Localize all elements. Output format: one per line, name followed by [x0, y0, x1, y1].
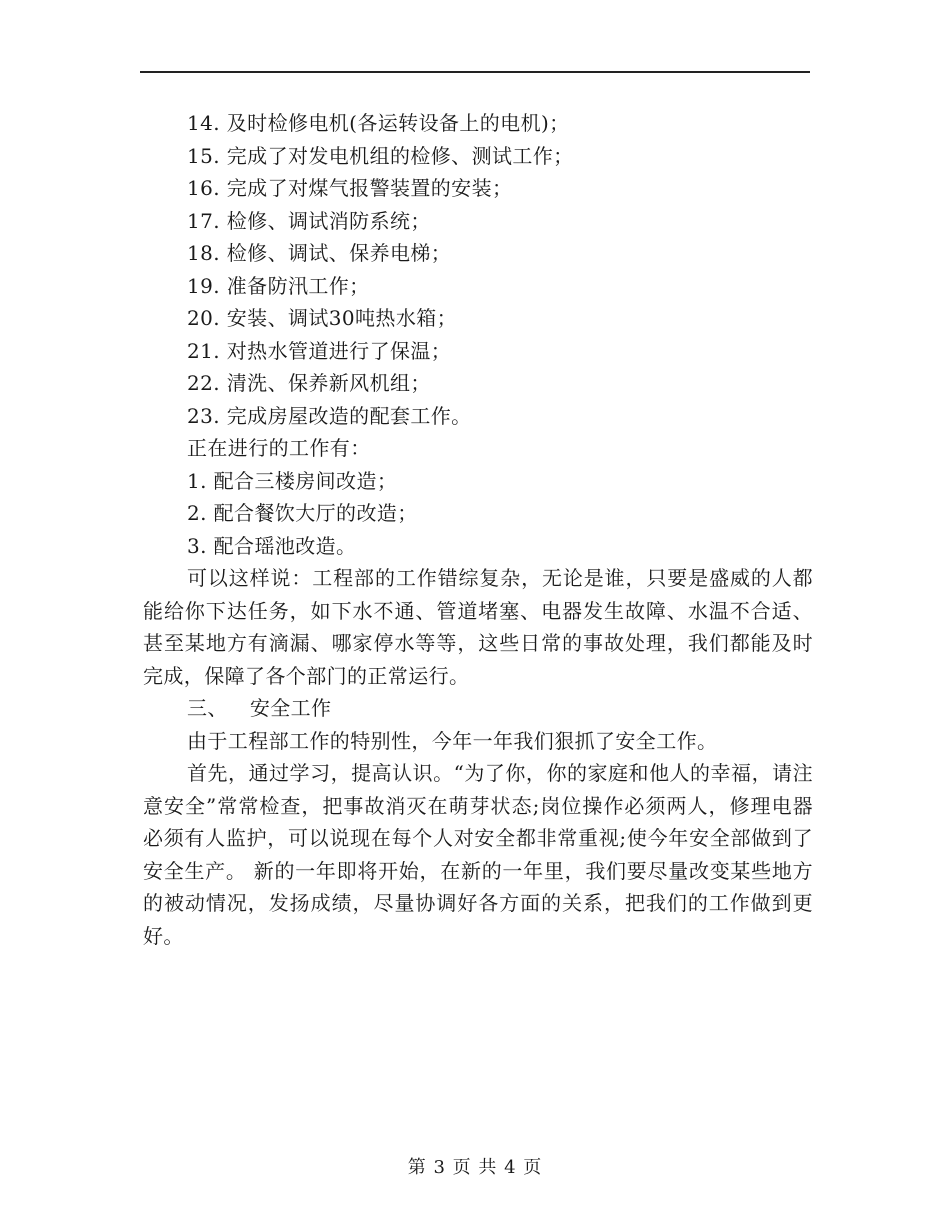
section-title: 安全工作: [249, 696, 332, 720]
section-heading: [143, 692, 813, 725]
list-item: 16. 完成了对煤气报警装置的安装；: [187, 176, 513, 200]
paragraph-safety-intro: 由于工程部工作的特别性，今年一年我们狠抓了安全工作。: [187, 728, 718, 753]
list-item: 15. 完成了对发电机组的检修、测试工作；: [187, 143, 574, 168]
paragraph-daily-tasks: 可以这样说：工程部的工作错综复杂，无论是谁，只要是盛威的人都能给你下达任务，如下水不通、管道堵塞、电器发生故障、水温不合适、甚至某地方有滴漏、哪家停水等等，这些日常的事故处理，我们都能及时完成，保障了各个部门的正常运行。: [143, 566, 813, 688]
paragraph-safety-detail: 首先，通过学习，提高认识。“为了你，你的家庭和他人的幸福，请注意安全”常常检查，把事故消灭在萌芽状态;岗位操作必须两人，修理电器必须有人监护，可以说现在每个人对安全都非常重视;使今年安全部做到了安全生产。 新的一年即将开始，在新的一年里，我们要尽量改变某些地方的被动情况，发扬成绩，尽量协调好各方面的关系，把我们的工作做到更好。: [143, 761, 813, 948]
section-number: 三、: [187, 696, 228, 720]
list-item: 2. 配合餐饮大厅的改造；: [187, 501, 418, 525]
list-item: 3. 配合瑶池改造。: [187, 533, 357, 558]
ongoing-heading: 正在进行的工作有：: [187, 436, 371, 460]
list-item: 19. 准备防汛工作；: [187, 273, 370, 298]
header-rule: [140, 71, 810, 73]
list-item: 18. 检修、调试、保养电梯；: [187, 241, 452, 265]
list-item: 17. 检修、调试消防系统；: [187, 208, 431, 233]
document-body: [143, 107, 813, 952]
list-item: 23. 完成房屋改造的配套工作。: [187, 403, 472, 428]
list-item: 21. 对热水管道进行了保温；: [187, 338, 452, 363]
list-item: 1. 配合三楼房间改造；: [187, 468, 398, 493]
list-item: 20. 安装、调试30吨热水箱；: [187, 306, 458, 330]
list-item: 22. 清洗、保养新风机组；: [187, 371, 431, 395]
list-item: 14. 及时检修电机(各运转设备上的电机)；: [187, 111, 570, 135]
page-footer: 第 3 页 共 4 页: [407, 1157, 543, 1178]
